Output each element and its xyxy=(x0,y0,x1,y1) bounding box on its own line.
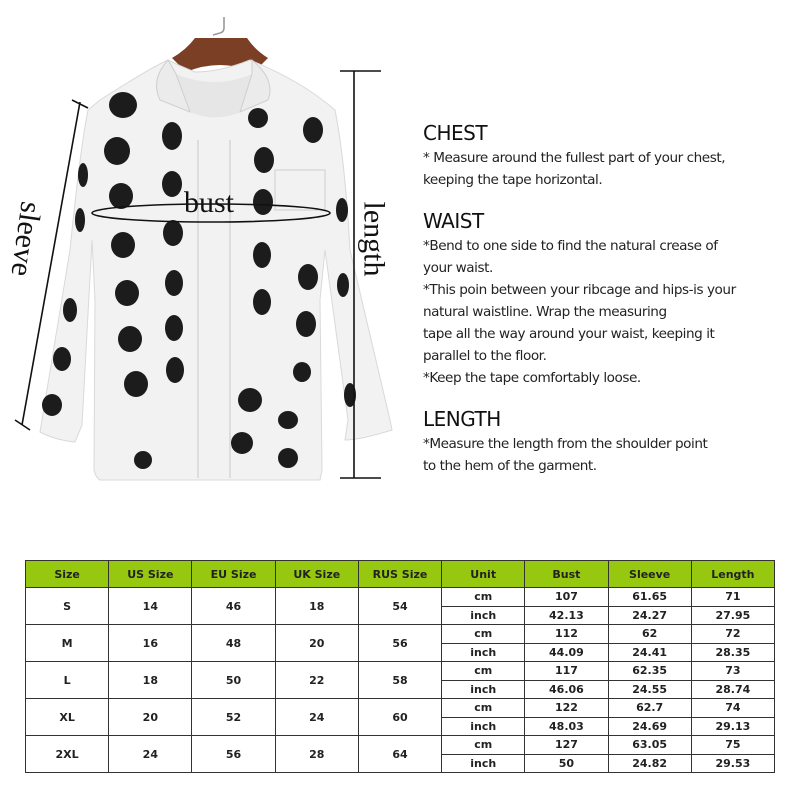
uk-size-cell: 28 xyxy=(275,736,358,773)
unit-inch-cell: inch xyxy=(442,680,525,699)
unit-cm-cell: cm xyxy=(442,662,525,681)
col-header-us-size: US Size xyxy=(109,561,192,588)
eu-size-cell: 46 xyxy=(192,588,275,625)
sleeve-inch-cell: 24.69 xyxy=(608,717,691,736)
table-row xyxy=(26,625,775,644)
guide-line: *Bend to one side to find the natural crease of xyxy=(423,238,718,254)
us-size-cell: 18 xyxy=(109,662,192,699)
guide-line: *Keep the tape comfortably loose. xyxy=(423,370,641,386)
bust-inch-cell: 42.13 xyxy=(525,606,608,625)
size-chart-table xyxy=(25,560,775,773)
bust-cm-cell: 112 xyxy=(525,625,608,644)
bust-inch-cell: 44.09 xyxy=(525,643,608,662)
sleeve-cm-cell: 62 xyxy=(608,625,691,644)
col-header-size: Size xyxy=(26,561,109,588)
length-inch-cell: 27.95 xyxy=(691,606,774,625)
guide-section-length xyxy=(423,406,793,477)
eu-size-cell: 56 xyxy=(192,736,275,773)
shirt-illustration xyxy=(0,0,400,500)
col-header-rus-size: RUS Size xyxy=(358,561,441,588)
guide-line: tape all the way around your waist, keeping it xyxy=(423,326,715,342)
rus-size-cell: 64 xyxy=(358,736,441,773)
sleeve-inch-cell: 24.41 xyxy=(608,643,691,662)
size-cell: XL xyxy=(26,699,109,736)
col-header-unit: Unit xyxy=(442,561,525,588)
length-cm-cell: 71 xyxy=(691,588,774,607)
sleeve-cm-cell: 62.7 xyxy=(608,699,691,718)
bust-cm-cell: 127 xyxy=(525,736,608,755)
guide-line: *Measure the length from the shoulder point xyxy=(423,436,708,452)
bust-cm-cell: 117 xyxy=(525,662,608,681)
guide-section-chest xyxy=(423,120,793,191)
table-row xyxy=(26,588,775,607)
table-row xyxy=(26,662,775,681)
us-size-cell: 14 xyxy=(109,588,192,625)
eu-size-cell: 48 xyxy=(192,625,275,662)
col-header-eu-size: EU Size xyxy=(192,561,275,588)
us-size-cell: 16 xyxy=(109,625,192,662)
section-title: LENGTH xyxy=(423,407,501,431)
unit-inch-cell: inch xyxy=(442,754,525,773)
bust-cm-cell: 107 xyxy=(525,588,608,607)
length-cm-cell: 73 xyxy=(691,662,774,681)
guide-line: natural waistline. Wrap the measuring xyxy=(423,304,667,320)
sleeve-cm-cell: 61.65 xyxy=(608,588,691,607)
sleeve-inch-cell: 24.27 xyxy=(608,606,691,625)
size-cell: M xyxy=(26,625,109,662)
section-title: WAIST xyxy=(423,209,484,233)
measuring-guide xyxy=(423,120,793,494)
length-cm-cell: 74 xyxy=(691,699,774,718)
eu-size-cell: 50 xyxy=(192,662,275,699)
length-cm-cell: 72 xyxy=(691,625,774,644)
unit-cm-cell: cm xyxy=(442,625,525,644)
rus-size-cell: 54 xyxy=(358,588,441,625)
unit-cm-cell: cm xyxy=(442,588,525,607)
bust-inch-cell: 50 xyxy=(525,754,608,773)
bust-inch-cell: 46.06 xyxy=(525,680,608,699)
sleeve-cm-cell: 62.35 xyxy=(608,662,691,681)
guide-line: to the hem of the garment. xyxy=(423,458,597,474)
bust-inch-cell: 48.03 xyxy=(525,717,608,736)
col-header-uk-size: UK Size xyxy=(275,561,358,588)
table-row xyxy=(26,699,775,718)
unit-inch-cell: inch xyxy=(442,643,525,662)
section-title: CHEST xyxy=(423,121,488,145)
sleeve-cm-cell: 63.05 xyxy=(608,736,691,755)
uk-size-cell: 20 xyxy=(275,625,358,662)
sleeve-inch-cell: 24.82 xyxy=(608,754,691,773)
col-header-sleeve: Sleeve xyxy=(608,561,691,588)
col-header-bust: Bust xyxy=(525,561,608,588)
uk-size-cell: 24 xyxy=(275,699,358,736)
length-measure-label: length xyxy=(357,201,391,277)
unit-inch-cell: inch xyxy=(442,606,525,625)
guide-line: * Measure around the fullest part of your chest, xyxy=(423,150,726,166)
size-cell: 2XL xyxy=(26,736,109,773)
length-inch-cell: 28.74 xyxy=(691,680,774,699)
unit-cm-cell: cm xyxy=(442,699,525,718)
rus-size-cell: 56 xyxy=(358,625,441,662)
guide-line: parallel to the floor. xyxy=(423,348,547,364)
sleeve-inch-cell: 24.55 xyxy=(608,680,691,699)
rus-size-cell: 60 xyxy=(358,699,441,736)
bust-cm-cell: 122 xyxy=(525,699,608,718)
uk-size-cell: 22 xyxy=(275,662,358,699)
length-cm-cell: 75 xyxy=(691,736,774,755)
guide-section-waist xyxy=(423,208,793,389)
unit-cm-cell: cm xyxy=(442,736,525,755)
size-cell: S xyxy=(26,588,109,625)
guide-line: keeping the tape horizontal. xyxy=(423,172,603,188)
sleeve-measure-label: sleeve xyxy=(4,199,48,279)
eu-size-cell: 52 xyxy=(192,699,275,736)
length-inch-cell: 28.35 xyxy=(691,643,774,662)
length-inch-cell: 29.13 xyxy=(691,717,774,736)
rus-size-cell: 58 xyxy=(358,662,441,699)
guide-line: *This poin between your ribcage and hips-is your xyxy=(423,282,736,298)
us-size-cell: 20 xyxy=(109,699,192,736)
bust-measure-label: bust xyxy=(184,186,235,219)
table-row xyxy=(26,736,775,755)
unit-inch-cell: inch xyxy=(442,717,525,736)
us-size-cell: 24 xyxy=(109,736,192,773)
guide-line: your waist. xyxy=(423,260,493,276)
size-cell: L xyxy=(26,662,109,699)
length-inch-cell: 29.53 xyxy=(691,754,774,773)
uk-size-cell: 18 xyxy=(275,588,358,625)
col-header-length: Length xyxy=(691,561,774,588)
table-header-row xyxy=(26,561,775,588)
garment-measurement-figure xyxy=(0,0,400,500)
